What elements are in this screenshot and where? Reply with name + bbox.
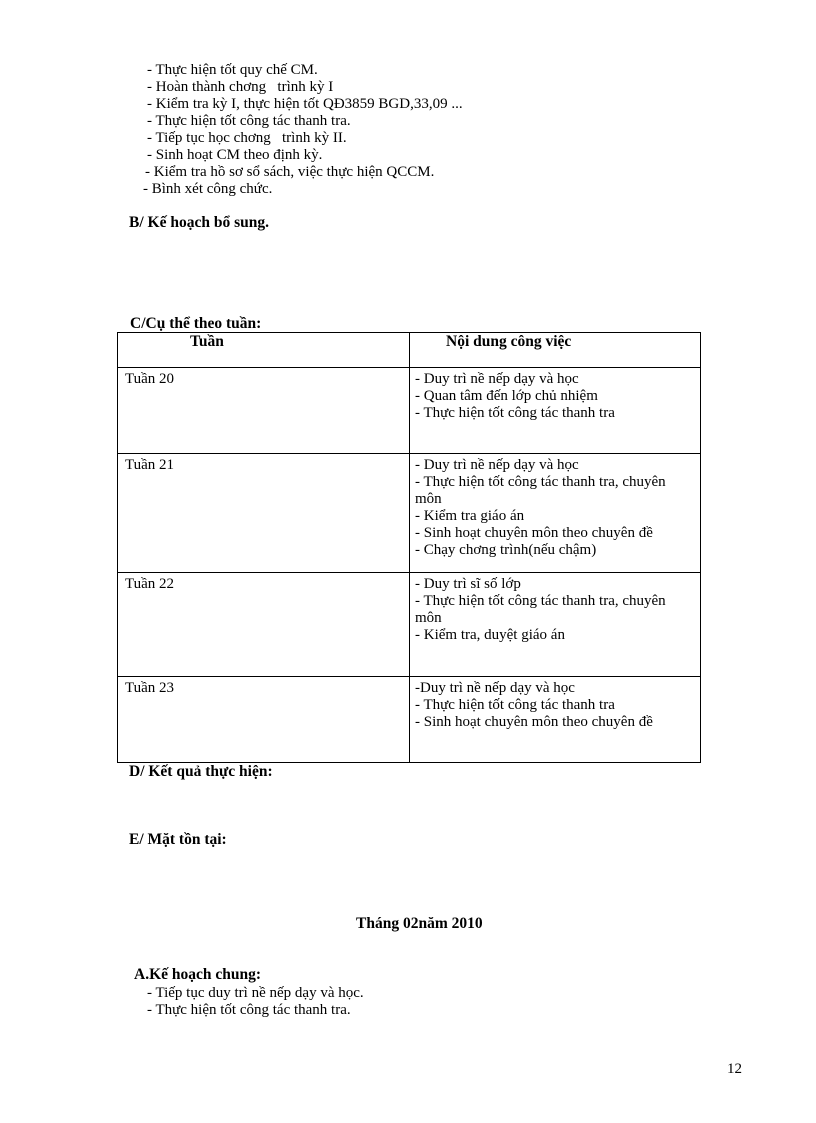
week-cell: Tuần 20 <box>118 368 410 454</box>
table-row <box>118 368 701 454</box>
table-header-row <box>118 333 701 368</box>
header-content: Nội dung công việc <box>410 333 701 368</box>
section-d-heading: D/ Kết quả thực hiện: <box>129 763 273 780</box>
list-item: - Kiểm tra kỳ I, thực hiện tốt QĐ3859 BGD,33,09 ... <box>147 96 463 112</box>
header-week: Tuần <box>118 333 410 368</box>
list-item: - Tiếp tục duy trì nề nếp dạy và học. <box>147 985 364 1001</box>
table-row <box>118 454 701 573</box>
plan-heading: A.Kế hoạch chung: <box>134 966 262 983</box>
task-item: - Chạy chơng trình(nếu chậm) <box>415 542 597 558</box>
week-cell: Tuần 21 <box>118 454 410 573</box>
task-item: - Thực hiện tốt công tác thanh tra, chuyên môn <box>415 474 666 507</box>
month-title: Tháng 02năm 2010 <box>356 915 483 932</box>
section-e-heading: E/ Mặt tồn tại: <box>129 831 227 848</box>
task-item: - Sinh hoạt chuyên môn theo chuyên đề <box>415 714 653 730</box>
week-cell: Tuần 22 <box>118 573 410 677</box>
task-item: -Duy trì nề nếp dạy và học <box>415 680 575 696</box>
task-item: - Thực hiện tốt công tác thanh tra <box>415 405 615 421</box>
task-item: - Kiểm tra, duyệt giáo án <box>415 627 565 643</box>
section-b-heading: B/ Kế hoạch bổ sung. <box>129 214 269 231</box>
list-item: - Thực hiện tốt quy chế CM. <box>147 62 318 78</box>
task-item: - Duy trì nề nếp dạy và học <box>415 457 579 473</box>
list-item: - Thực hiện tốt công tác thanh tra. <box>147 1002 351 1018</box>
weekly-plan-table <box>117 332 701 763</box>
task-item: - Duy trì sĩ số lớp <box>415 576 521 592</box>
week-cell: Tuần 23 <box>118 677 410 763</box>
tasks-cell <box>410 368 701 454</box>
list-item: - Tiếp tục học chơng trình kỳ II. <box>147 130 347 146</box>
list-item: - Thực hiện tốt công tác thanh tra. <box>147 113 351 129</box>
list-item: - Sinh hoạt CM theo định kỳ. <box>147 147 323 163</box>
task-item: - Kiểm tra giáo án <box>415 508 525 524</box>
task-item: - Sinh hoạt chuyên môn theo chuyên đề <box>415 525 653 541</box>
task-item: - Thực hiện tốt công tác thanh tra <box>415 697 615 713</box>
task-item: - Thực hiện tốt công tác thanh tra, chuyên môn <box>415 593 666 626</box>
tasks-cell <box>410 454 701 573</box>
table-row <box>118 573 701 677</box>
tasks-cell <box>410 677 701 763</box>
task-item: - Duy trì nề nếp dạy và học <box>415 371 579 387</box>
tasks-cell <box>410 573 701 677</box>
page-number: 12 <box>727 1061 742 1077</box>
list-item: - Hoàn thành chơng trình kỳ I <box>147 79 334 95</box>
list-item: - Bình xét công chức. <box>143 181 273 197</box>
section-c-heading: C/Cụ thể theo tuần: <box>130 315 262 332</box>
table-row <box>118 677 701 763</box>
list-item: - Kiểm tra hồ sơ sổ sách, việc thực hiện QCCM. <box>145 164 435 180</box>
task-item: - Quan tâm đến lớp chủ nhiệm <box>415 388 598 404</box>
